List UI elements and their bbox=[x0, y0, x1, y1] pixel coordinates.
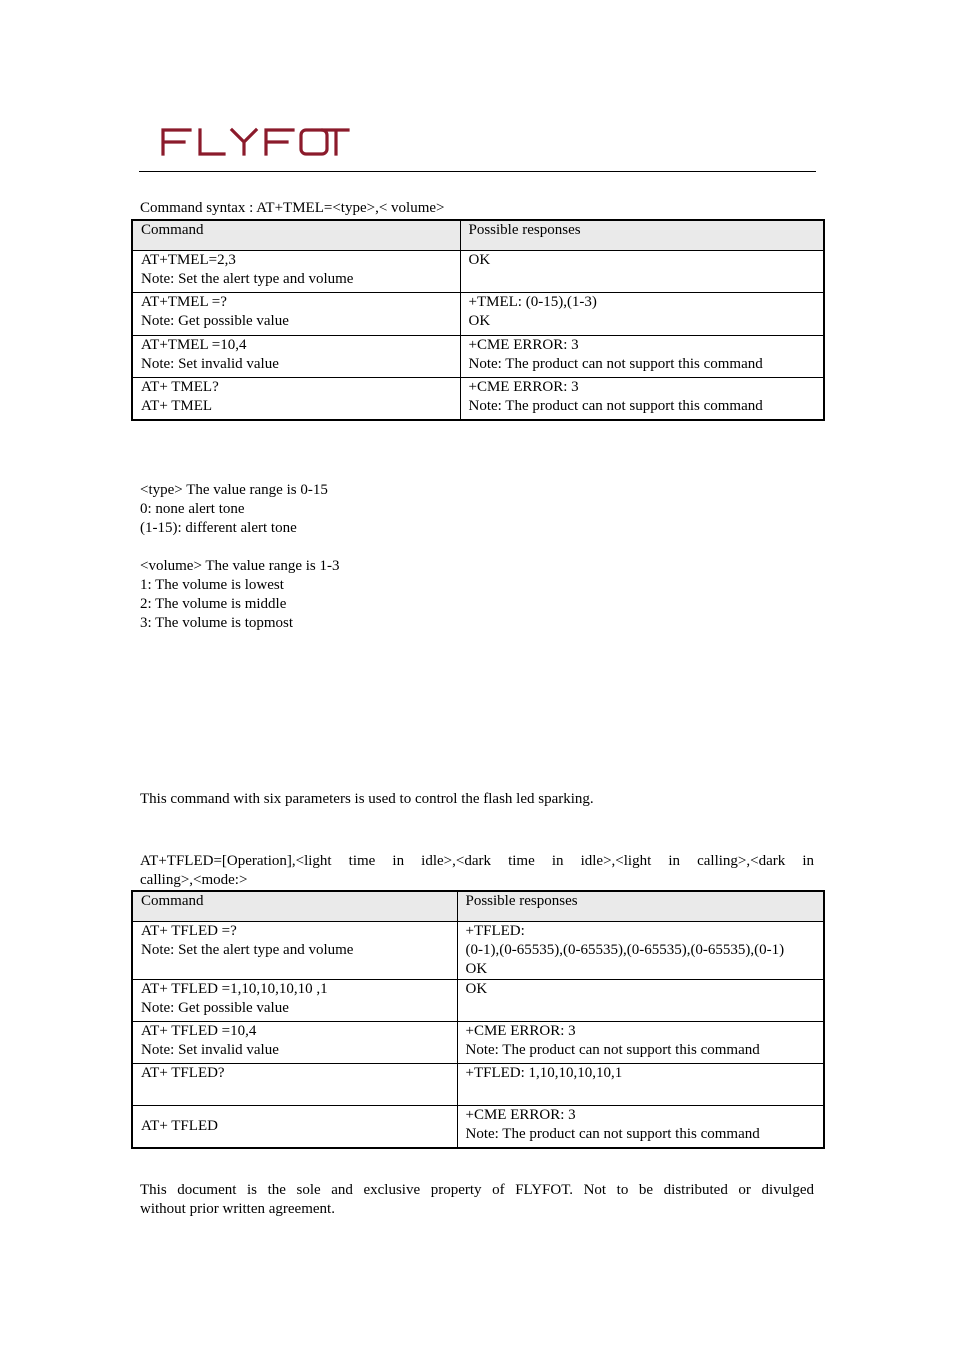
response-text: OK bbox=[465, 961, 488, 977]
table-row bbox=[132, 336, 824, 378]
param-type-value: 0: none alert tone bbox=[140, 501, 245, 517]
tmel-syntax: Command syntax : AT+TMEL=<type>,< volume> bbox=[140, 200, 445, 216]
tmel-table bbox=[131, 219, 825, 421]
command-note: Note: Set the alert type and volume bbox=[141, 942, 354, 958]
response-text: OK bbox=[468, 252, 491, 268]
response-text: +TMEL: (0-15),(1-3) bbox=[468, 294, 597, 310]
param-volume-value: 3: The volume is topmost bbox=[140, 615, 294, 631]
response-text: +CME ERROR: 3 bbox=[468, 337, 579, 353]
flyfot-logo bbox=[160, 124, 350, 158]
param-volume-value: 1: The volume is lowest bbox=[140, 577, 284, 593]
table-row bbox=[132, 251, 824, 293]
footer-disclaimer-line1: This document is the sole and exclusive property of FLYFOT. Not to be distributed or divulged bbox=[140, 1182, 814, 1198]
table-row bbox=[132, 922, 824, 980]
response-text: +CME ERROR: 3 bbox=[465, 1023, 576, 1039]
command-text: AT+TMEL=2,3 bbox=[141, 252, 236, 268]
response-text: OK bbox=[465, 981, 488, 997]
tfled-table bbox=[131, 890, 825, 1149]
command-note: Note: Get possible value bbox=[141, 313, 289, 329]
command-text: AT+ TFLED bbox=[141, 1117, 218, 1134]
param-type-value: (1-15): different alert tone bbox=[140, 520, 297, 536]
command-text: AT+ TFLED =10,4 bbox=[141, 1023, 257, 1039]
command-text: AT+ TFLED =? bbox=[141, 923, 237, 939]
column-header-responses: Possible responses bbox=[457, 891, 824, 922]
table-row bbox=[132, 1064, 824, 1106]
table-header-row bbox=[132, 891, 824, 922]
tfled-description: This command with six parameters is used to control the flash led sparking. bbox=[140, 791, 594, 807]
param-type-range: <type> The value range is 0-15 bbox=[140, 482, 328, 498]
response-note: Note: The product can not support this command bbox=[468, 356, 763, 372]
column-header-responses: Possible responses bbox=[460, 220, 824, 251]
column-header-command: Command bbox=[132, 220, 460, 251]
table-header-row bbox=[132, 220, 824, 251]
param-volume-range: <volume> The value range is 1-3 bbox=[140, 558, 340, 574]
response-text: OK bbox=[468, 313, 491, 329]
response-note: Note: The product can not support this command bbox=[468, 398, 763, 414]
response-note: Note: The product can not support this command bbox=[465, 1126, 760, 1142]
response-text: (0-1),(0-65535),(0-65535),(0-65535),(0-65535),(0-1) bbox=[465, 942, 785, 958]
table-row bbox=[132, 293, 824, 336]
response-note: Note: The product can not support this command bbox=[465, 1042, 760, 1058]
table-row bbox=[132, 378, 824, 420]
footer-disclaimer-line2: without prior written agreement. bbox=[140, 1201, 335, 1217]
command-text: AT+ TFLED =1,10,10,10,10 ,1 bbox=[141, 981, 328, 997]
command-text: AT+TMEL =10,4 bbox=[141, 337, 247, 353]
command-note: Note: Set invalid value bbox=[141, 1042, 279, 1058]
response-text: +CME ERROR: 3 bbox=[465, 1107, 576, 1123]
command-text: AT+TMEL =? bbox=[141, 294, 227, 310]
table-row bbox=[132, 1022, 824, 1064]
command-text: AT+ TMEL bbox=[141, 398, 213, 414]
command-note: Note: Set invalid value bbox=[141, 356, 279, 372]
command-text: AT+ TFLED? bbox=[141, 1065, 225, 1081]
command-text: AT+ TMEL? bbox=[141, 379, 219, 395]
response-text: +TFLED: 1,10,10,10,10,1 bbox=[465, 1065, 623, 1081]
column-header-command: Command bbox=[132, 891, 457, 922]
command-note: Note: Get possible value bbox=[141, 1000, 289, 1016]
command-note: Note: Set the alert type and volume bbox=[141, 271, 354, 287]
param-volume-value: 2: The volume is middle bbox=[140, 596, 287, 612]
table-row bbox=[132, 1106, 824, 1148]
tfled-syntax-line2: calling>,<mode:> bbox=[140, 872, 248, 888]
response-text: +TFLED: bbox=[465, 923, 525, 939]
table-row bbox=[132, 980, 824, 1022]
tfled-syntax-line1: AT+TFLED=[Operation],<light time in idle>,<dark time in idle>,<light in calling>,<dark in bbox=[140, 853, 814, 869]
header-rule bbox=[139, 171, 816, 172]
response-text: +CME ERROR: 3 bbox=[468, 379, 579, 395]
